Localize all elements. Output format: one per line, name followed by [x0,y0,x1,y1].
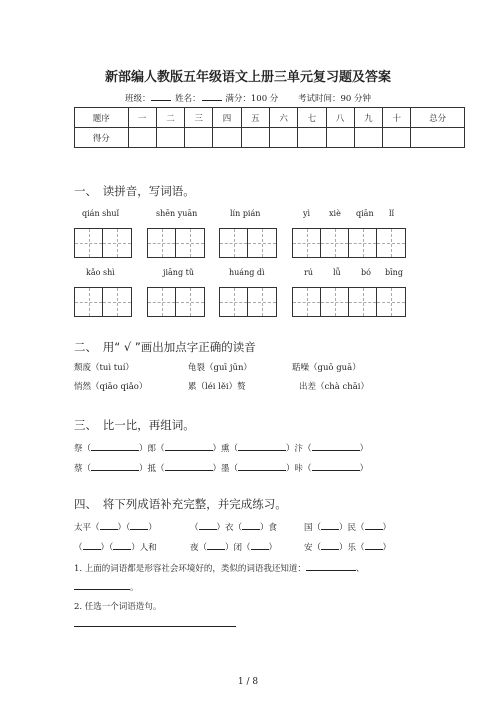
writing-box[interactable] [74,287,132,317]
idiom-blank[interactable] [365,529,383,530]
pinyin: rú [304,268,313,277]
writing-cell[interactable] [321,288,349,316]
compare-text: ）熏（ [212,444,239,454]
pron-item[interactable]: 聒噪（guō guā） [292,363,361,373]
idiom-blank[interactable] [365,549,383,550]
score-cell[interactable] [354,128,382,148]
idiom-text: ）闭（ [225,543,251,553]
idiom-text: ）食 [260,523,278,533]
idiom-text: ）民（ [339,523,365,533]
idiom [190,521,277,533]
pinyin: lǚ [333,268,341,277]
question-1-sep: 、 [355,564,365,574]
idiom-blank[interactable] [130,529,148,530]
compare-text: ）抵（ [139,464,165,474]
score-header-cell: 六 [269,108,297,128]
pron-item[interactable]: 颓废（tuì tuí） [74,363,134,373]
idiom-text: ） [382,543,392,553]
writing-box[interactable] [219,228,277,258]
pinyin: yì [303,209,311,218]
idiom-text: 国（ [304,523,322,533]
pron-item[interactable]: 悄然（qiāo qiǎo） [74,382,148,392]
writing-cell[interactable] [75,229,103,257]
idiom-blank[interactable] [199,529,217,530]
score-cell[interactable] [383,128,411,148]
class-label: 班级： [124,94,151,104]
idiom-text: ）（ [100,543,114,553]
score-header-row [75,108,465,128]
compare-blank[interactable] [312,450,360,451]
writing-cell[interactable] [377,229,405,257]
section-4-heading: 四、 将下列成语补充完整，并完成练习。 [74,497,287,511]
score-header-cell: 十 [383,108,411,128]
idiom-text: （ [74,543,83,553]
score-cell[interactable] [269,128,297,148]
score-cell[interactable] [156,128,184,148]
writing-cell[interactable] [220,288,248,316]
idiom [74,521,157,533]
pron-item[interactable]: 累（léi lěi）赘 [188,382,246,392]
score-cell[interactable] [411,128,465,148]
idiom [74,541,157,553]
compare-text: ）墨（ [212,464,239,474]
writing-cell[interactable] [176,288,204,316]
pinyin: kǎo shì [86,268,115,277]
idiom [304,521,391,533]
writing-box[interactable] [219,287,277,317]
score-header-cell: 五 [241,108,269,128]
pinyin: lín pián [230,209,261,218]
pinyin: lǐ [389,209,395,218]
name-blank[interactable] [202,92,222,101]
compare-text: ） [359,464,369,474]
idiom-text: 夜（ [190,543,208,553]
compare-row [74,442,368,454]
idiom-blank[interactable] [83,549,101,550]
writing-cell[interactable] [248,288,276,316]
section-3-heading: 三、 比一比，再组词。 [74,418,195,432]
compare-text: ） [359,444,369,454]
writing-cell[interactable] [103,288,131,316]
page-number: 1 / 8 [237,677,259,687]
answer-blank[interactable] [306,570,356,571]
question-1 [74,562,364,574]
writing-box[interactable] [147,287,205,317]
score-row-label: 得分 [75,128,129,148]
idiom-text: ）（ [117,523,131,533]
score-header-cell: 八 [326,108,354,128]
pinyin: bó [361,268,371,277]
compare-text: ）汴（ [286,444,312,454]
score-cell[interactable] [128,128,156,148]
compare-blank[interactable] [238,470,286,471]
score-header-cell: 题序 [75,108,129,128]
writing-cell[interactable] [293,288,321,316]
exam-info [0,92,496,104]
pinyin: qián shuǐ [82,209,120,218]
pinyin: xiè [329,209,341,218]
score-label: 满分：100 分 [225,94,279,104]
idiom-blank[interactable] [113,549,131,550]
pron-item[interactable]: 出差（chà chāi） [299,382,370,392]
compare-blank[interactable] [238,450,286,451]
question-1-continued [74,581,139,593]
answer-line[interactable] [74,626,236,627]
question-2-text: 2. 任选一个词语造句。 [74,602,162,612]
writing-box[interactable] [292,228,406,258]
writing-cell[interactable] [75,288,103,316]
page-title: 新部编人教版五年级语文上册三单元复习题及答案 [104,70,391,85]
idiom-blank[interactable] [207,549,225,550]
question-1-text: 1. 上面的词语都是形容社会环境好的，类似的词语我还知道： [74,564,306,574]
writing-cell[interactable] [321,229,349,257]
writing-box[interactable] [74,228,132,258]
score-cell[interactable] [298,128,326,148]
compare-blank[interactable] [91,450,139,451]
writing-cell[interactable] [293,229,321,257]
compare-row [74,462,368,474]
score-cell[interactable] [213,128,241,148]
score-cell[interactable] [241,128,269,148]
idiom-text: 安（ [304,543,322,553]
compare-text: ）郎（ [139,444,165,454]
score-header-cell: 四 [213,108,241,128]
writing-cell[interactable] [148,288,176,316]
idiom [190,541,277,553]
compare-blank[interactable] [312,470,360,471]
score-value-row [75,128,465,148]
idiom-text: ）乐（ [339,543,365,553]
idiom-text: ） [148,523,157,533]
idiom-text: ） [268,543,278,553]
writing-cell[interactable] [176,229,204,257]
writing-box[interactable] [147,228,205,258]
idiom-text: ） [382,523,392,533]
section-1-heading: 一、 读拼音，写词语。 [74,184,195,198]
score-header-cell: 七 [298,108,326,128]
score-header-cell: 三 [185,108,213,128]
pron-item[interactable]: 龟裂（guī jūn） [188,363,252,373]
pinyin: shēn yuān [156,209,198,218]
pinyin: qiān [356,209,374,218]
compare-text: 祭（ [74,444,92,454]
writing-cell[interactable] [248,229,276,257]
time-label: 考试时间：90 分钟 [298,94,372,104]
idiom-text: ）衣（ [216,523,243,533]
compare-blank[interactable] [91,470,139,471]
pinyin: huáng dì [229,268,265,277]
writing-cell[interactable] [349,229,377,257]
section-2-heading: 二、 用“ √ ”画出加点字正确的读音 [74,340,256,354]
pinyin: jiāng tǔ [163,268,194,277]
compare-text: ）咔（ [286,464,312,474]
name-label: 姓名： [175,94,201,104]
idiom-blank[interactable] [242,529,260,530]
writing-cell[interactable] [349,288,377,316]
score-header-cell: 一 [128,108,156,128]
class-blank[interactable] [151,92,171,101]
idiom-text: 太平（ [74,523,100,533]
idiom-blank[interactable] [321,529,339,530]
compare-text: 蔡（ [74,464,92,474]
writing-cell[interactable] [148,229,176,257]
idiom-text: ）人和 [131,543,157,553]
writing-cell[interactable] [377,288,405,316]
answer-blank[interactable] [74,589,130,590]
compare-blank[interactable] [165,450,213,451]
writing-box[interactable] [292,287,406,317]
score-header-cell: 二 [156,108,184,128]
idiom [304,541,391,553]
pinyin: bīng [385,268,403,277]
score-cell[interactable] [326,128,354,148]
writing-cell[interactable] [103,229,131,257]
writing-cell[interactable] [220,229,248,257]
score-header-cell: 九 [354,108,382,128]
compare-blank[interactable] [165,470,213,471]
idiom-blank[interactable] [251,549,269,550]
score-header-cell: 总分 [411,108,465,128]
idiom-blank[interactable] [100,529,118,530]
idiom-blank[interactable] [321,549,339,550]
question-1-tail: 。 [130,583,139,593]
score-cell[interactable] [185,128,213,148]
score-table [74,107,465,148]
idiom-text: （ [190,523,199,533]
